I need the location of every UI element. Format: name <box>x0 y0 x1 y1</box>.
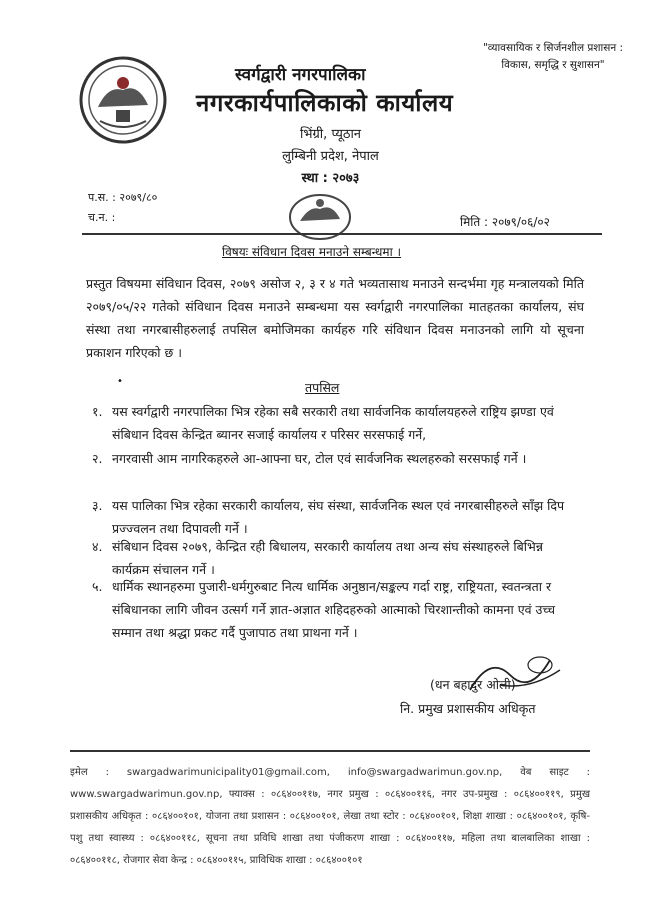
list-item <box>92 400 582 446</box>
item-number: ३. <box>92 498 103 513</box>
list-item <box>92 447 582 493</box>
signatory-title: नि. प्रमुख प्रशासकीय अधिकृत <box>400 701 536 716</box>
motto: "व्यावसायिक र सिर्जनशील प्रशासन : विकास, समृद्धि र सुशासन" <box>482 42 624 71</box>
schedule-heading: तपसिल <box>305 380 340 395</box>
dispatch-number: च.न. : <box>88 211 116 224</box>
item-number: २. <box>92 451 103 466</box>
municipality-name: स्वर्गद्वारी नगरपालिका <box>235 65 366 85</box>
item-text: यस स्वर्गद्वारी नगरपालिका भित्र रहेका सबै सरकारी तथा सार्वजनिक कार्यालयहरुले राष्ट्रिय झण्डा एवं संबिधान दिवस केन्द्रित ब्यानर सजाई कार्यालय र परिसर सरसफाई गर्ने, <box>112 404 554 442</box>
address-line-1: भिंग्री, प्यूठान <box>299 127 362 142</box>
list-item <box>92 575 582 645</box>
header-divider <box>82 233 602 235</box>
stray-mark: • <box>117 376 123 387</box>
issue-date: मिति : २०७९/०६/०२ <box>460 215 550 229</box>
ref-number: प.स. : २०७९/८० <box>88 191 158 204</box>
office-stamp <box>280 185 360 245</box>
list-item <box>92 494 582 540</box>
item-text: धार्मिक स्थानहरुमा पुजारी-धर्मगुरुबाट नित्य धार्मिक अनुष्ठान/सङ्कल्प गर्दा राष्ट्र, राष्ट्रियता, स्वतन्त्रता र संबिधानका लागि जीवन उत्सर्ग गर्ने ज्ञात-अज्ञात शहिदहरुको आत्माको चिरशान्तीको कामना एवं उच्च सम्मान तथा श्रद्धा प्रकट गर्दै पुजापाठ तथा प्राथना गर्ने । <box>112 579 556 640</box>
signatory-name: (धन बहादुर ओली) <box>430 677 516 692</box>
item-text: संबिधान दिवस २०७९, केन्द्रित रही बिधालय, सरकारी कार्यालय तथा अन्य संघ संस्थाहरुले बिभिन्न कार्यक्रम संचालन गर्ने । <box>112 539 543 577</box>
address-line-2: लुम्बिनी प्रदेश, नेपाल <box>282 149 379 164</box>
subject-line: विषयः संविधान दिवस मनाउने सम्बन्धमा । <box>222 245 402 259</box>
item-number: १. <box>92 404 103 419</box>
established-year: स्था : २०७३ <box>301 171 360 186</box>
signature-scribble <box>460 645 570 705</box>
item-text: नगरवासी आम नागरिकहरुले आ-आफ्ना घर, टोल एवं सार्वजनिक स्थलहरुको सरसफाई गर्ने । <box>112 451 527 466</box>
office-name: नगरकार्यपालिकाको कार्यालय <box>196 89 454 117</box>
item-text: यस पालिका भित्र रहेका सरकारी कार्यालय, संघ संस्था, सार्वजनिक स्थल एवं नगरबासीहरुले साँझ दिप प्रज्ज्वलन तथा दिपावली गर्ने । <box>112 498 565 536</box>
item-number: ४. <box>92 539 103 554</box>
footer-divider <box>70 750 590 752</box>
item-number: ५. <box>92 579 103 594</box>
footer-contacts: इमेल : swargadwarimunicipality01@gmail.com, info@swargadwarimun.gov.np, वेब साइट : www.swargadwarimun.gov.np, फ्याक्स : ०८६४००११७, नगर प्रमुख : ०८६४००११६, नगर उप-प्रमुख : ०८६४००११९, प्रमुख प्रशासकीय अधिकृत : ०८६४००१०१, योजना तथा प्रशासन : ०८६४००१०१, लेखा तथा स्टोर : ०८६४००१०१, शिक्षा शाखा : ०८६४००१०१, कृषि-पशु तथा स्वास्थ्य : ०८६४००११८, सूचना तथा प्रविधि शाखा तथा पंजीकरण शाखा : ०८६४००११७, महिला तथा बालबालिका शाखा : ०८६४००११८, रोजगार सेवा केन्द्र : ०८६४००११५, प्राविधिक शाखा : ०८६४००१०१ <box>70 767 590 866</box>
body-paragraph: प्रस्तुत विषयमा संविधान दिवस, २०७९ असोज २, ३ र ४ गते भव्यतासाथ मनाउने सन्दर्भमा गृह मन्त्रालयको मिति २०७९/०५/२२ गतेको संविधान दिवस मनाउने सम्बन्धमा यस स्वर्गद्वारी नगरपालिका मातहतका कार्यालय, संघ संस्था तथा नगरबासीहरुलाई तपसिल बमोजिमका कार्यहरु गरि संविधान दिवस मनाउनको लागि यो सूचना प्रकाशन गरिएको छ । <box>86 276 584 360</box>
